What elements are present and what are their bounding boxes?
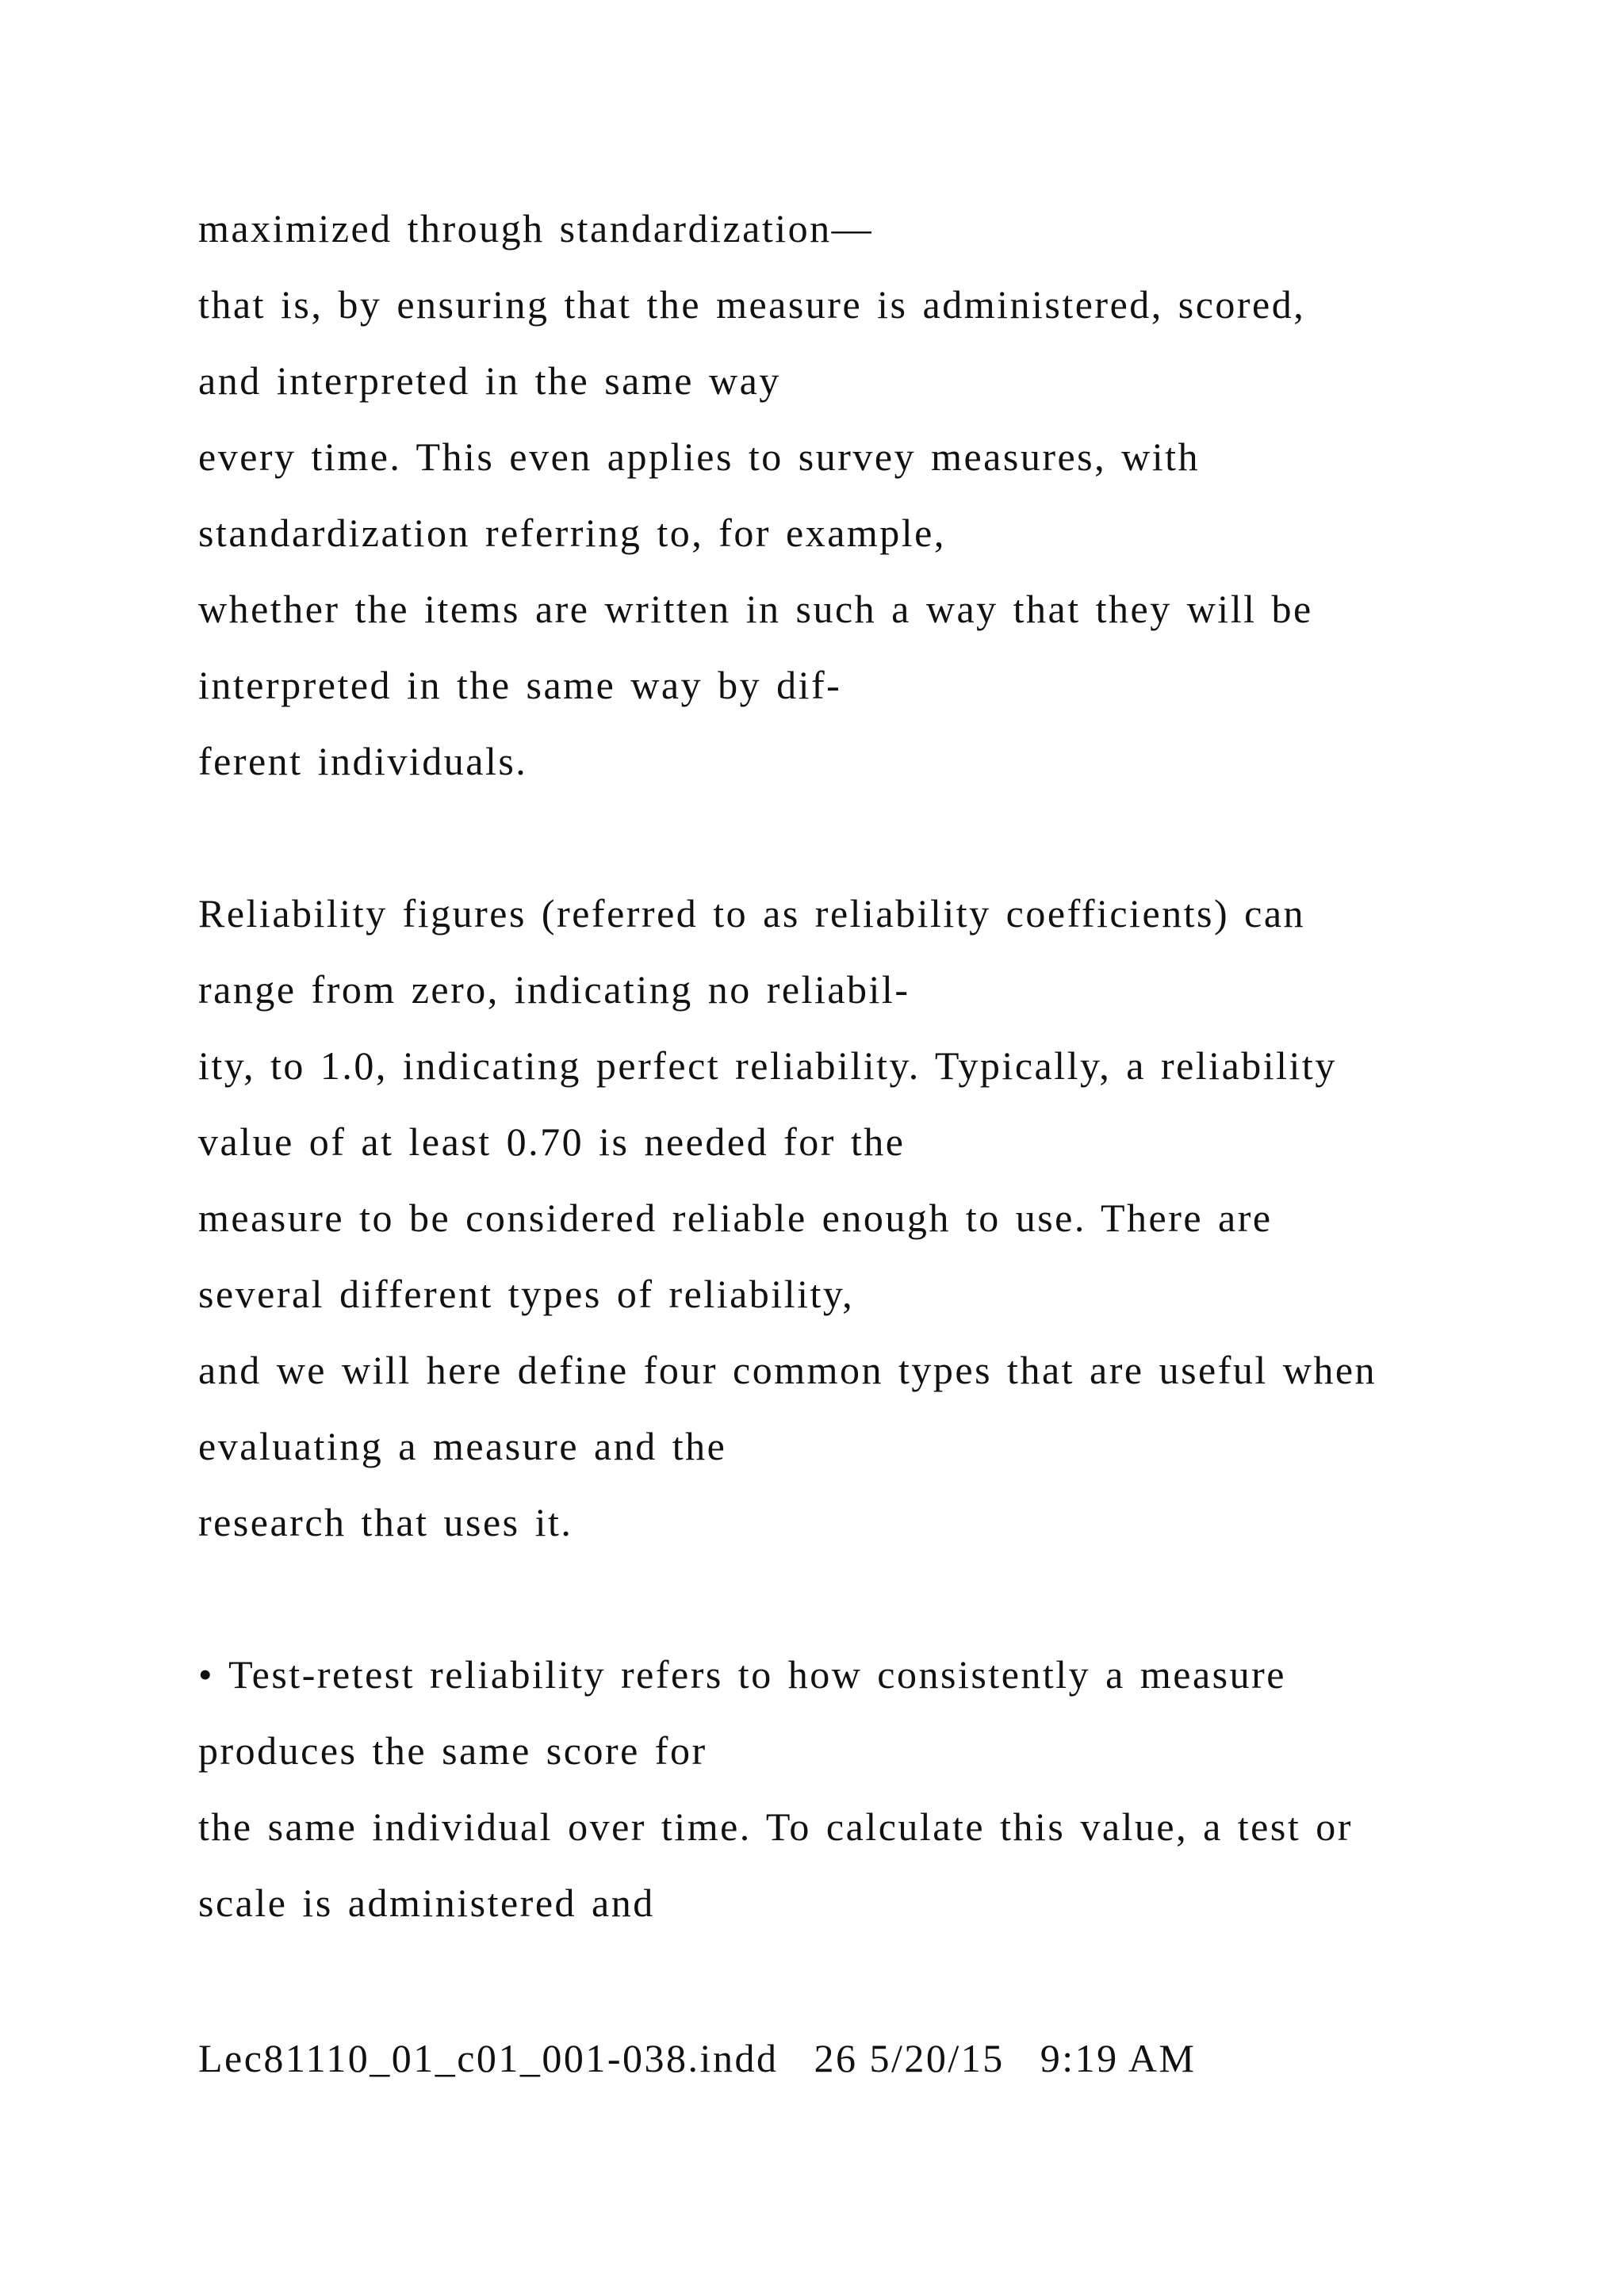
paragraph-spacer <box>198 799 1546 875</box>
text-line: interpreted in the same way by dif- <box>198 663 842 707</box>
print-slug-footer: Lec81110_01_c01_001-038.indd 26 5/20/15 9:19 AM <box>198 2036 1197 2080</box>
paragraph-spacer <box>198 1560 1546 1636</box>
paragraph-reliability-figures <box>198 875 1546 1560</box>
text-line: maximized through standardization— <box>198 206 874 251</box>
text-line: and we will here define four common types that are useful when <box>198 1348 1377 1392</box>
paragraph-standardization <box>198 190 1546 799</box>
text-line: measure to be considered reliable enough to use. There are <box>198 1196 1273 1240</box>
text-line: ferent individuals. <box>198 739 528 783</box>
text-line: standardization referring to, for example, <box>198 511 946 555</box>
text-line: several different types of reliability, <box>198 1272 855 1316</box>
text-line: range from zero, indicating no reliabil- <box>198 967 910 1012</box>
text-line: research that uses it. <box>198 1500 573 1544</box>
text-line: ity, to 1.0, indicating perfect reliability. Typically, a reliability <box>198 1043 1337 1088</box>
text-line: and interpreted in the same way <box>198 358 781 403</box>
text-line: whether the items are written in such a way that they will be <box>198 587 1313 631</box>
text-line: • Test-retest reliability refers to how consistently a measure <box>198 1652 1286 1697</box>
text-line: value of at least 0.70 is needed for the <box>198 1119 906 1164</box>
text-line: every time. This even applies to survey measures, with <box>198 434 1201 479</box>
text-line: produces the same score for <box>198 1728 707 1773</box>
text-line: scale is administered and <box>198 1881 655 1925</box>
text-line: that is, by ensuring that the measure is administered, scored, <box>198 282 1306 327</box>
text-line: the same individual over time. To calculate this value, a test or <box>198 1804 1353 1849</box>
text-line: Reliability figures (referred to as reliability coefficients) can <box>198 891 1306 936</box>
text-line: evaluating a measure and the <box>198 1424 727 1468</box>
paragraph-test-retest <box>198 1636 1546 1941</box>
body-text <box>198 190 1546 1941</box>
